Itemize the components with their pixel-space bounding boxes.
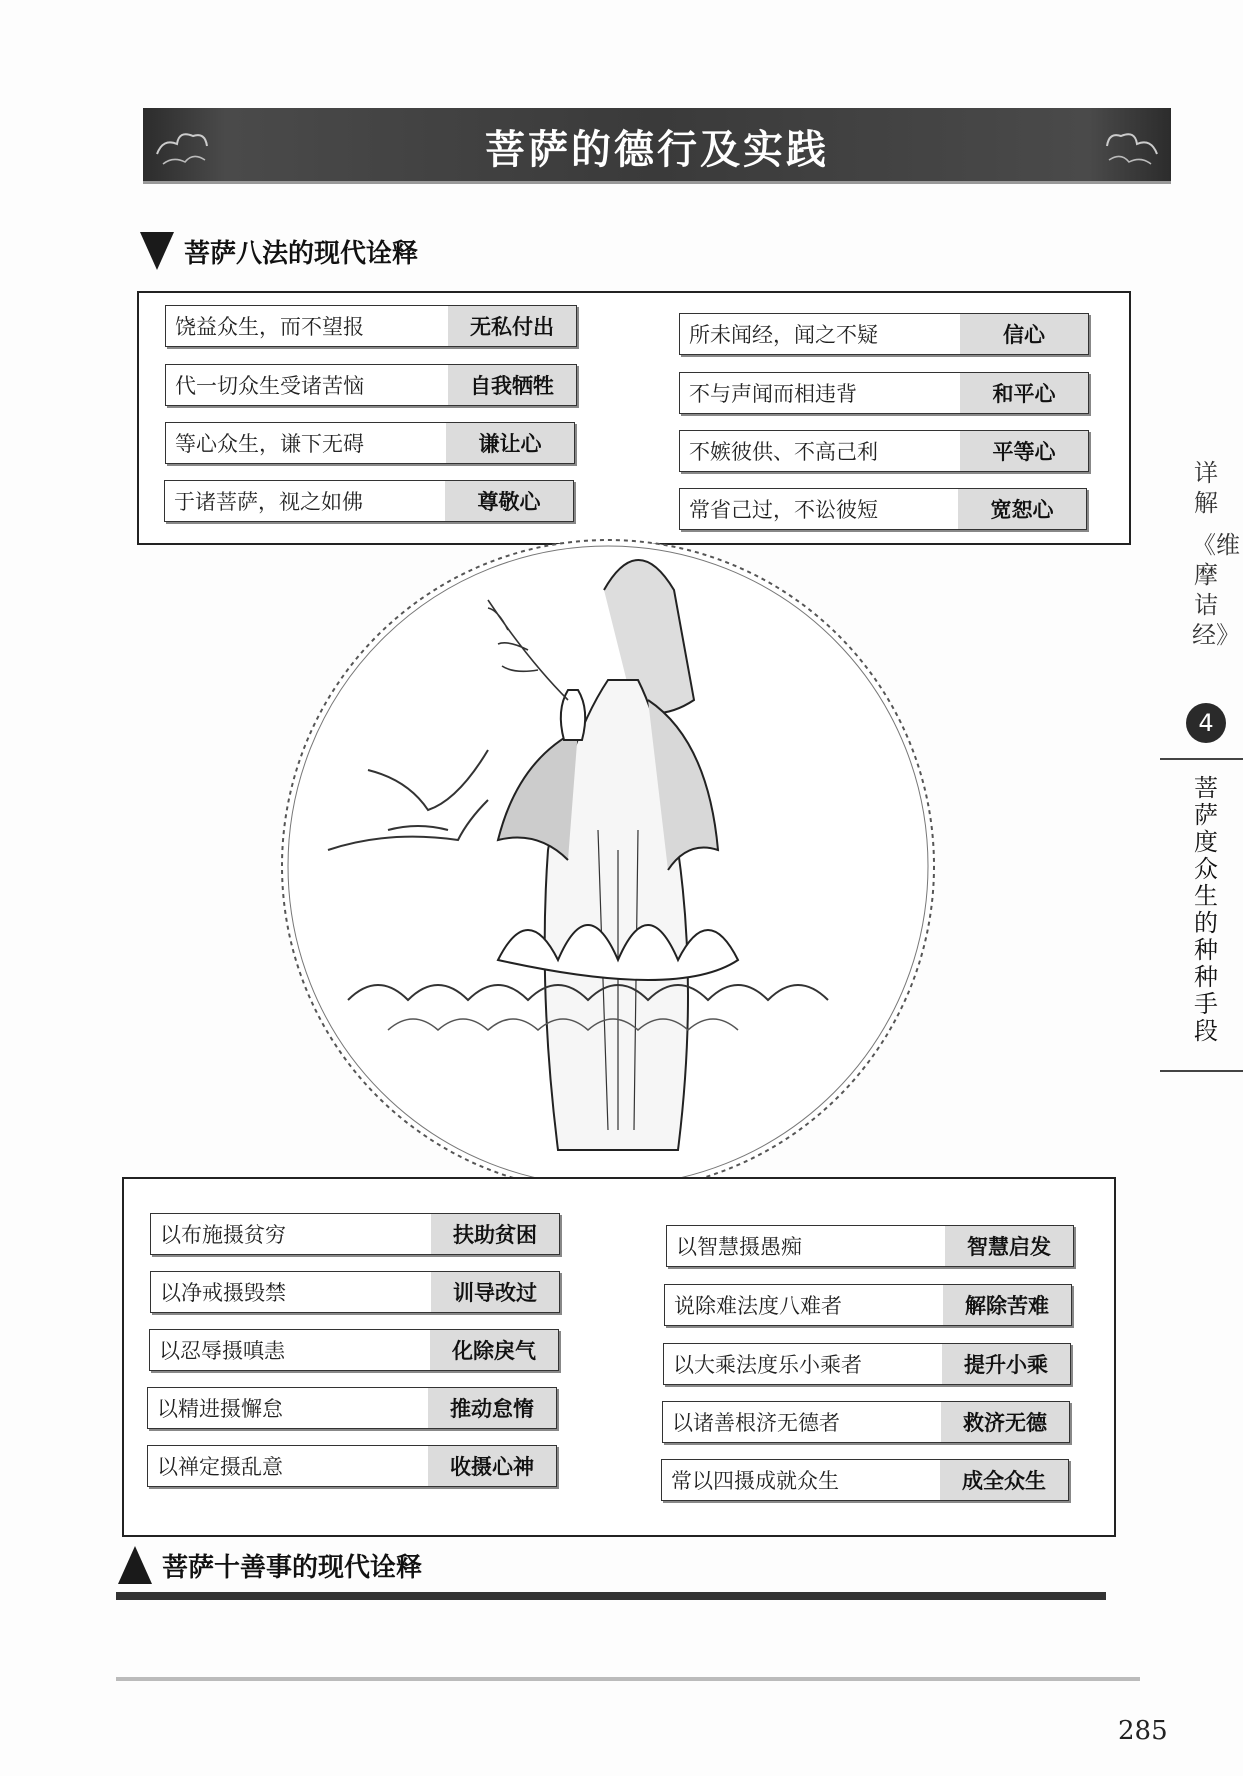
list-item — [679, 313, 1089, 355]
footer-divider — [116, 1677, 1140, 1681]
list-item — [679, 488, 1087, 530]
item-label: 救济无德 — [941, 1402, 1069, 1442]
series-label: 详解 — [1194, 459, 1218, 517]
item-description: 以禅定摄乱意 — [157, 1455, 283, 1479]
item-label: 成全众生 — [940, 1460, 1068, 1500]
item-label: 提升小乘 — [942, 1344, 1070, 1384]
item-description: 以大乘法度乐小乘者 — [673, 1353, 862, 1377]
item-description: 以诸善根济无德者 — [672, 1411, 840, 1435]
item-label: 智慧启发 — [945, 1226, 1073, 1266]
list-item — [663, 1343, 1071, 1385]
item-description: 于诸菩萨，视之如佛 — [174, 490, 363, 514]
item-label: 训导改过 — [431, 1272, 559, 1312]
chapter-title: 菩萨度众生的种种手段 — [1194, 774, 1218, 1045]
item-label: 信心 — [960, 314, 1088, 354]
item-description: 代一切众生受诸苦恼 — [175, 374, 364, 398]
list-item — [165, 364, 577, 406]
item-label: 化除戾气 — [430, 1330, 558, 1370]
item-description: 以智慧摄愚痴 — [676, 1235, 802, 1259]
item-description: 常省己过，不讼彼短 — [689, 498, 878, 522]
list-item — [165, 305, 577, 347]
item-description: 饶益众生，而不望报 — [175, 315, 364, 339]
section-heading-eight-dharmas — [140, 232, 418, 270]
item-description: 以布施摄贫穷 — [160, 1223, 286, 1247]
list-item — [147, 1387, 557, 1429]
section-underline — [116, 1592, 1106, 1600]
bodhisattva-illustration — [268, 530, 948, 1202]
item-label: 谦让心 — [446, 423, 574, 463]
item-description: 常以四摄成就众生 — [671, 1469, 839, 1493]
list-item — [150, 1271, 560, 1313]
section-heading-text: 菩萨八法的现代诠释 — [184, 238, 419, 269]
page-title: 菩萨的德行及实践 — [485, 126, 829, 173]
list-item — [147, 1445, 557, 1487]
list-item — [661, 1459, 1069, 1501]
triangle-down-icon — [140, 232, 174, 270]
list-item — [664, 1284, 1072, 1326]
item-label: 无私付出 — [448, 306, 576, 346]
item-label: 和平心 — [960, 373, 1088, 413]
section-heading-text: 菩萨十善事的现代诠释 — [162, 1552, 423, 1583]
item-description: 以净戒摄毁禁 — [160, 1281, 286, 1305]
list-item — [662, 1401, 1070, 1443]
item-description: 以忍辱摄嗔恚 — [159, 1339, 285, 1363]
list-item — [679, 430, 1089, 472]
item-label: 收摄心神 — [428, 1446, 556, 1486]
list-item — [149, 1329, 559, 1371]
item-description: 不与声闻而相违背 — [689, 382, 857, 406]
item-label: 尊敬心 — [445, 481, 573, 521]
item-label: 推动怠惰 — [428, 1388, 556, 1428]
item-label: 解除苦难 — [943, 1285, 1071, 1325]
item-description: 所未闻经，闻之不疑 — [689, 323, 878, 347]
list-item — [679, 372, 1089, 414]
page-number: 285 — [1118, 1716, 1168, 1746]
item-label: 扶助贫困 — [431, 1214, 559, 1254]
title-banner — [143, 108, 1171, 181]
section-heading-ten-good-deeds — [118, 1546, 422, 1584]
item-label: 自我牺牲 — [448, 365, 576, 405]
list-item — [165, 422, 575, 464]
triangle-up-icon — [118, 1546, 152, 1584]
list-item — [164, 480, 574, 522]
chapter-number-badge: 4 — [1186, 703, 1226, 743]
item-label: 平等心 — [960, 431, 1088, 471]
series-book-title: 《维摩诘经》 — [1192, 531, 1240, 649]
item-description: 等心众生，谦下无碍 — [175, 432, 364, 456]
item-description: 不嫉彼供、不高己利 — [689, 440, 878, 464]
item-description: 说除难法度八难者 — [674, 1294, 842, 1318]
list-item — [666, 1225, 1074, 1267]
item-description: 以精进摄懈怠 — [157, 1397, 283, 1421]
list-item — [150, 1213, 560, 1255]
item-label: 宽恕心 — [958, 489, 1086, 529]
cloud-ornament-icon — [1095, 114, 1165, 174]
